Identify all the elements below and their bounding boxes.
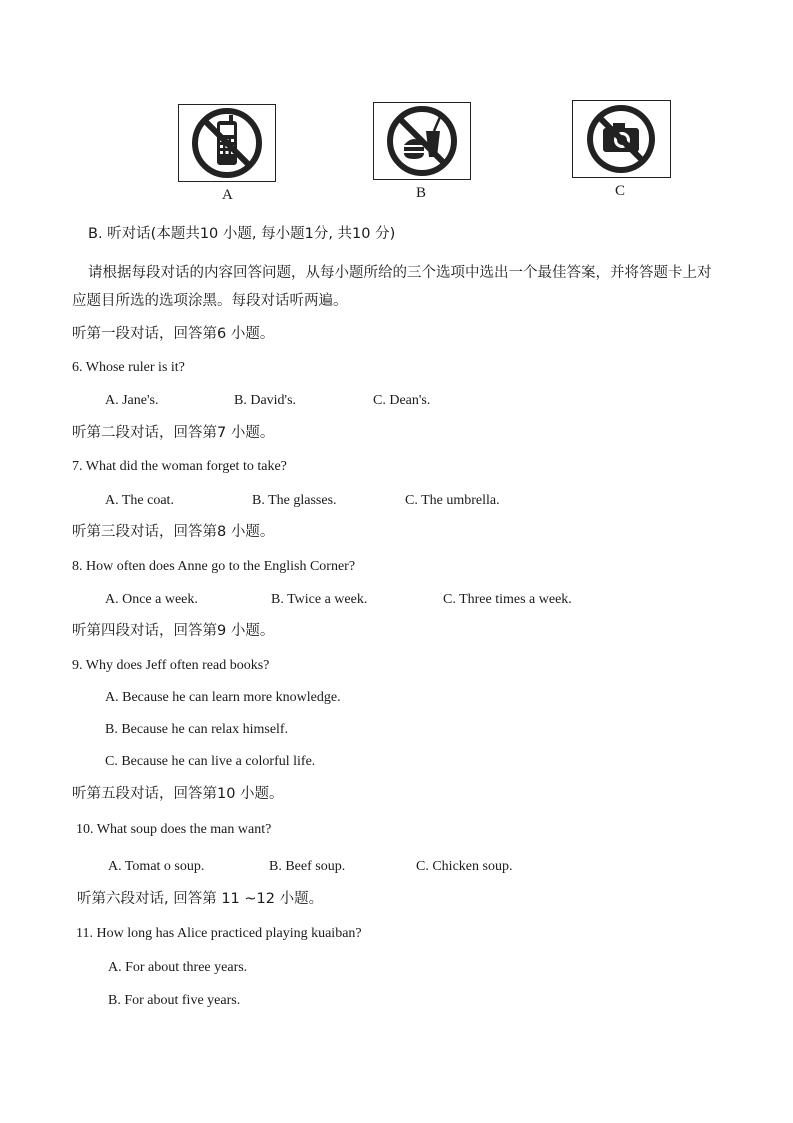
dialogue-intro-2: 听第二段对话，回答第7 小题。 — [72, 425, 275, 441]
option-7a: A. The coat. — [105, 493, 174, 508]
dialogue-intro-5: 听第五段对话，回答第10 小题。 — [72, 786, 284, 802]
sign-b-box — [373, 102, 471, 180]
dialogue-intro-6: 听第六段对话, 回答第 11 ~12 小题。 — [77, 891, 324, 907]
option-9a: A. Because he can learn more knowledge. — [105, 690, 341, 705]
option-8a: A. Once a week. — [105, 592, 198, 607]
sign-a-label: A — [222, 187, 233, 203]
option-8c: C. Three times a week. — [443, 592, 572, 607]
option-6b: B. David's. — [234, 393, 297, 408]
option-9b: B. Because he can relax himself. — [105, 722, 289, 737]
option-10b: B. Beef soup. — [269, 859, 346, 874]
question-9: 9. Why does Jeff often read books? — [72, 658, 270, 673]
no-phone-icon — [179, 105, 275, 181]
sign-b-label: B — [416, 185, 427, 201]
option-11b: B. For about five years. — [108, 993, 241, 1008]
sign-a-box — [178, 104, 276, 182]
option-8b: B. Twice a week. — [271, 592, 368, 607]
no-food-drink-icon — [374, 103, 470, 179]
question-7: 7. What did the woman forget to take? — [72, 459, 287, 474]
question-8: 8. How often does Anne go to the English Corner? — [72, 559, 356, 574]
dialogue-intro-4: 听第四段对话，回答第9 小题。 — [72, 623, 275, 639]
question-6: 6. Whose ruler is it? — [72, 360, 185, 375]
sign-c-label: C — [615, 183, 626, 199]
option-7c: C. The umbrella. — [405, 493, 500, 508]
dialogue-intro-1: 听第一段对话，回答第6 小题。 — [72, 326, 275, 342]
option-7b: B. The glasses. — [252, 493, 337, 508]
section-b-instructions: 请根据每段对话的内容回答问题，从每小题所给的三个选项中选出一个最佳答案，并将答题卡上对应题目所选的选项涂黑。每段对话听两遍。 — [72, 265, 712, 309]
question-11: 11. How long has Alice practiced playing kuaiban? — [76, 926, 362, 941]
dialogue-intro-3: 听第三段对话，回答第8 小题。 — [72, 524, 275, 540]
option-10c: C. Chicken soup. — [416, 859, 513, 874]
option-6a: A. Jane's. — [105, 393, 159, 408]
question-10: 10. What soup does the man want? — [76, 822, 272, 837]
section-b-title: B. 听对话(本题共10 小题, 每小题1分, 共10 分) — [88, 226, 396, 242]
no-camera-icon — [573, 101, 670, 177]
sign-c-box — [572, 100, 671, 178]
option-11a: A. For about three years. — [108, 960, 248, 975]
option-9c: C. Because he can live a colorful life. — [105, 754, 316, 769]
option-10a: A. Tomat o soup. — [108, 859, 205, 874]
option-6c: C. Dean's. — [373, 393, 431, 408]
